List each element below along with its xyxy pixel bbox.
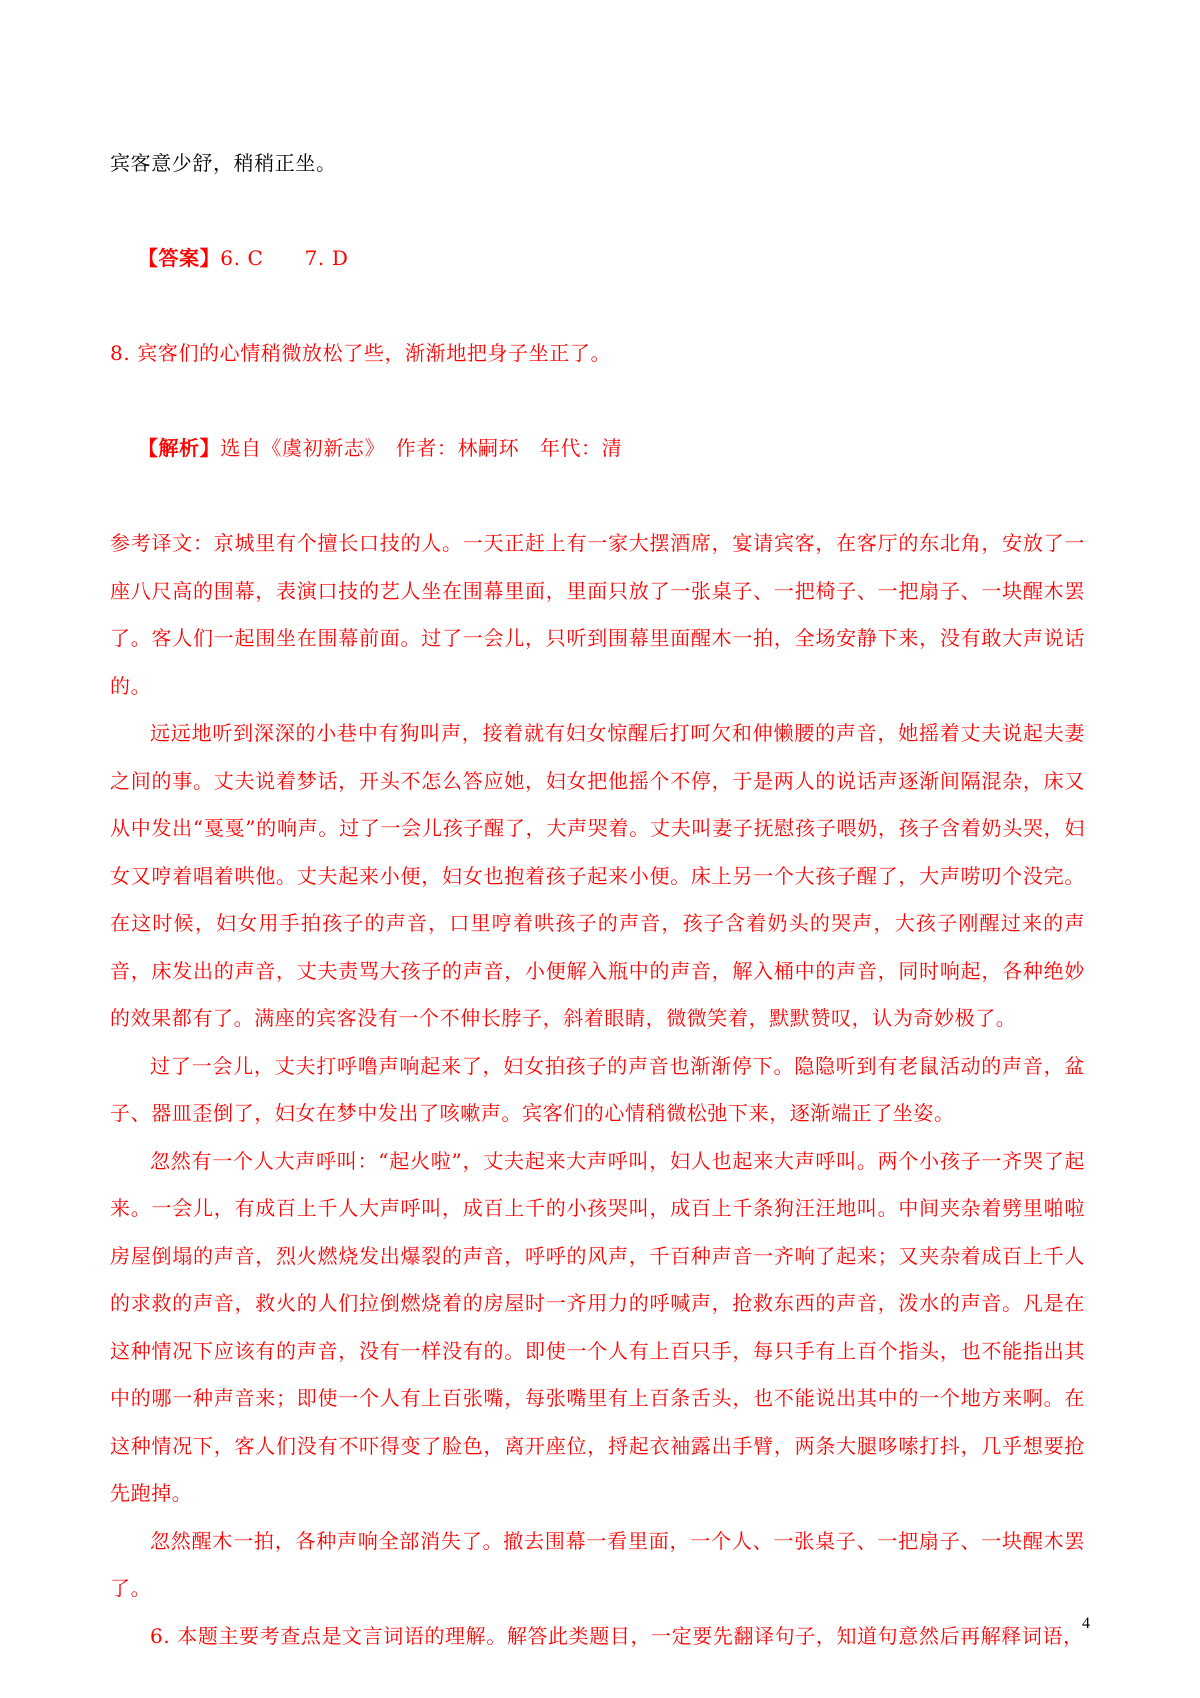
page-number: 4 xyxy=(1082,1615,1090,1632)
translation-paragraph-4: 忽然有一个人大声呼叫：“起火啦”，丈夫起来大声呼叫，妇人也起来大声呼叫。两个小孩子一齐哭了起来。一会儿，有成百上千人大声呼叫，成百上千的小孩哭叫，成百上千条狗汪汪地叫。中间夹杂着劈里啪啦房屋倒塌的声音，烈火燃烧发出爆裂的声音，呼呼的风声，千百种声音一齐响了起来；又夹杂着成百上千人的求救的声音，救火的人们拉倒燃烧着的房屋时一齐用力的呼喊声，抢救东西的声音，泼水的声音。凡是在这种情况下应该有的声音，没有一样没有的。即使一个人有上百只手，每只手有上百个指头，也不能指出其中的哪一种声音来；即使一个人有上百张嘴，每张嘴里有上百条舌头，也不能说出其中的一个地方来啊。在这种情况下，客人们没有不吓得变了脸色，离开座位，捋起衣袖露出手臂，两条大腿哆嗦打抖，几乎想要抢先跑掉。 xyxy=(110,1148,1085,1505)
translation-paragraph-3: 过了一会儿，丈夫打呼噜声响起来了，妇女拍孩子的声音也渐渐停下。隐隐听到有老鼠活动的声音，盆子、器皿歪倒了，妇女在梦中发出了咳嗽声。宾客们的心情稍微松弛下来，逐渐端正了坐姿。 xyxy=(110,1053,1085,1125)
answer-label: 【答案】 xyxy=(137,246,221,270)
translation-paragraph-5: 忽然醒木一拍，各种声响全部消失了。撤去围幕一看里面，一个人、一张桌子、一把扇子、一块醒木罢了。 xyxy=(110,1528,1085,1600)
document-body xyxy=(110,140,1085,1660)
translation-paragraph-1: 参考译文：京城里有个擅长口技的人。一天正赶上有一家大摆酒席，宴请宾客，在客厅的东北角，安放了一座八尺高的围幕，表演口技的艺人坐在围幕里面，里面只放了一张桌子、一把椅子、一把扇子、一块醒木罢了。客人们一起围坐在围幕前面。过了一会儿，只听到围幕里面醒木一拍，全场安静下来，没有敢大声说话的。 xyxy=(110,531,1085,698)
answer-text: 6. C 7. D xyxy=(220,246,349,270)
analysis-label: 【解析】 xyxy=(137,436,221,460)
translation-answer-line: 8. 宾客们的心情稍微放松了些，渐渐地把身子坐正了。 xyxy=(110,341,612,365)
translation-paragraph-2: 远远地听到深深的小巷中有狗叫声，接着就有妇女惊醒后打呵欠和伸懒腰的声音，她摇着丈夫说起夫妻之间的事。丈夫说着梦话，开头不怎么答应她，妇女把他摇个不停，于是两人的说话声逐渐间隔混杂，床又从中发出“戛戛”的响声。过了一会儿孩子醒了，大声哭着。丈夫叫妻子抚慰孩子喂奶，孩子含着奶头哭，妇女又哼着唱着哄他。丈夫起来小便，妇女也抱着孩子起来小便。床上另一个大孩子醒了，大声唠叨个没完。在这时候，妇女用手拍孩子的声音，口里哼着哄孩子的声音，孩子含着奶头的哭声，大孩子刚醒过来的声音，床发出的声音，丈夫责骂大孩子的声音，小便解入瓶中的声音，解入桶中的声音，同时响起，各种绝妙的效果都有了。满座的宾客没有一个不伸长脖子，斜着眼睛，微微笑着，默默赞叹，认为奇妙极了。 xyxy=(110,721,1085,1030)
analysis-line xyxy=(110,378,1085,521)
analysis-text: 选自《虞初新志》 作者：林嗣环 年代：清 xyxy=(220,436,623,460)
question-6-explanation: 6. 本题主要考查点是文言词语的理解。解答此类题目，一定要先翻译句子，知道句意然后再解释词语， xyxy=(150,1623,1084,1648)
original-text-line: 宾客意少舒，稍稍正坐。 xyxy=(110,151,337,175)
answer-line xyxy=(110,188,1085,331)
